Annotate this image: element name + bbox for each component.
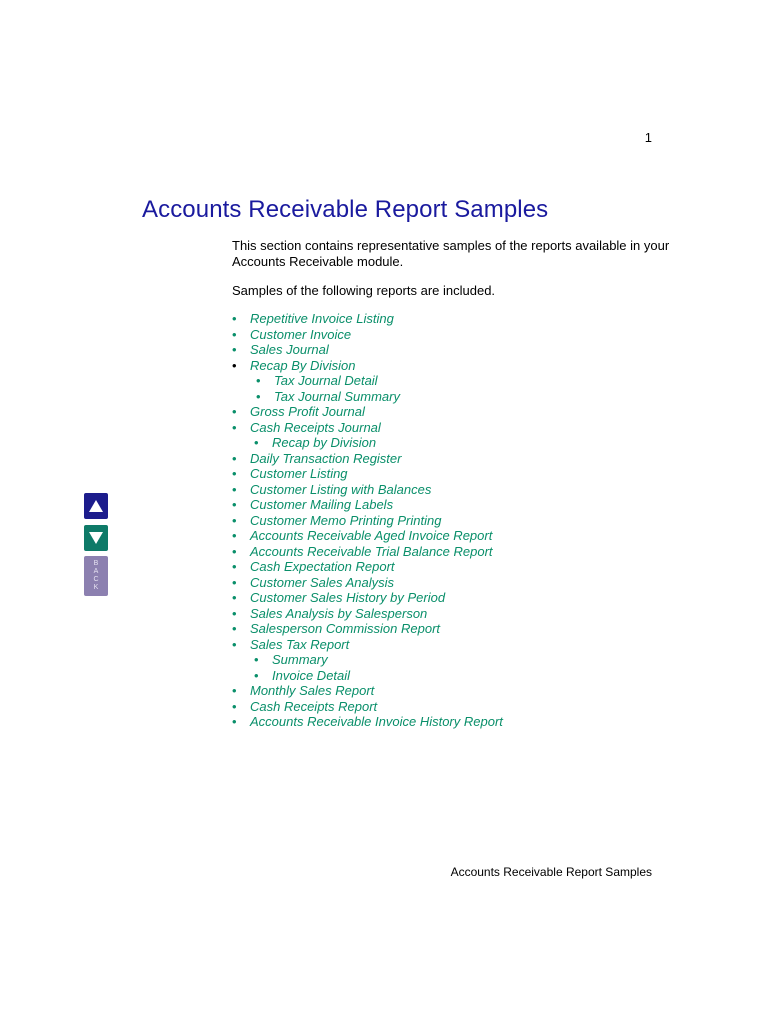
report-link[interactable]: Customer Memo Printing Printing bbox=[250, 512, 442, 528]
report-list-item bbox=[232, 373, 503, 389]
report-link[interactable]: Customer Listing with Balances bbox=[250, 481, 432, 497]
page-footer: Accounts Receivable Report Samples bbox=[450, 865, 652, 879]
report-link[interactable]: Customer Sales Analysis bbox=[250, 574, 395, 590]
report-list-item bbox=[232, 389, 503, 405]
report-link[interactable]: Cash Expectation Report bbox=[250, 559, 395, 574]
report-list-item bbox=[232, 451, 503, 467]
bullet-icon: • bbox=[232, 636, 237, 652]
report-list-item bbox=[232, 513, 503, 529]
previous-page-button[interactable] bbox=[84, 493, 108, 519]
report-list-item bbox=[232, 621, 503, 637]
report-link[interactable]: Sales Analysis by Salesperson bbox=[250, 605, 428, 621]
report-list-item bbox=[232, 683, 503, 699]
report-list-item bbox=[232, 466, 503, 482]
report-list-item bbox=[232, 544, 503, 560]
bullet-icon: • bbox=[232, 512, 237, 528]
report-link[interactable]: Invoice Detail bbox=[272, 667, 351, 683]
report-link[interactable]: Accounts Receivable Aged Invoice Report bbox=[250, 528, 493, 543]
bullet-icon: • bbox=[254, 652, 259, 667]
arrow-up-icon bbox=[89, 500, 103, 512]
report-list-item bbox=[232, 358, 503, 374]
report-link[interactable]: Cash Receipts Journal bbox=[250, 419, 381, 435]
report-link[interactable]: Recap By Division bbox=[250, 357, 356, 373]
bullet-icon: • bbox=[232, 326, 237, 342]
report-list-item bbox=[232, 714, 503, 730]
report-list-item bbox=[232, 497, 503, 513]
report-list-item bbox=[232, 435, 503, 451]
report-link[interactable]: Monthly Sales Report bbox=[250, 683, 375, 698]
report-link[interactable]: Repetitive Invoice Listing bbox=[250, 311, 394, 326]
back-button-label: B A C K bbox=[93, 560, 99, 591]
report-list-item bbox=[232, 404, 503, 420]
report-list-item bbox=[232, 575, 503, 591]
report-list-item bbox=[232, 637, 503, 653]
next-page-button[interactable] bbox=[84, 525, 108, 551]
bullet-icon: • bbox=[232, 481, 237, 497]
bullet-icon: • bbox=[232, 466, 237, 481]
report-link[interactable]: Tax Journal Detail bbox=[274, 373, 378, 388]
intro-paragraph: This section contains representative samples of the reports available in your Accounts Receivable module. bbox=[232, 238, 670, 269]
reports-lead-text: Samples of the following reports are included. bbox=[232, 283, 496, 298]
bullet-icon: • bbox=[256, 388, 261, 404]
page-title: Accounts Receivable Report Samples bbox=[142, 196, 549, 223]
report-list-item bbox=[232, 327, 503, 343]
bullet-icon: • bbox=[256, 373, 261, 388]
report-link[interactable]: Customer Sales History by Period bbox=[250, 590, 446, 605]
bullet-icon: • bbox=[232, 621, 237, 636]
page-number: 1 bbox=[644, 130, 652, 145]
bullet-icon: • bbox=[254, 435, 259, 450]
report-list-item bbox=[232, 652, 503, 668]
bullet-icon: • bbox=[232, 497, 237, 512]
report-list-item bbox=[232, 699, 503, 715]
report-link[interactable]: Sales Tax Report bbox=[250, 636, 350, 652]
report-list-item bbox=[232, 590, 503, 606]
report-link[interactable]: Customer Listing bbox=[250, 466, 348, 481]
report-link[interactable]: Daily Transaction Register bbox=[250, 450, 402, 466]
bullet-icon: • bbox=[232, 404, 237, 419]
report-list-item bbox=[232, 668, 503, 684]
report-link[interactable]: Gross Profit Journal bbox=[250, 404, 365, 419]
report-link[interactable]: Accounts Receivable Trial Balance Report bbox=[250, 543, 493, 559]
bullet-icon: • bbox=[232, 714, 237, 729]
bullet-icon: • bbox=[232, 342, 237, 357]
report-link[interactable]: Sales Journal bbox=[250, 342, 329, 357]
back-button[interactable] bbox=[84, 556, 108, 596]
bullet-icon: • bbox=[232, 574, 237, 590]
bullet-icon: • bbox=[232, 698, 237, 714]
bullet-icon: • bbox=[232, 590, 237, 605]
bullet-icon: • bbox=[232, 450, 237, 466]
report-link[interactable]: Customer Invoice bbox=[250, 326, 352, 342]
bullet-icon: • bbox=[232, 357, 237, 373]
report-link[interactable]: Accounts Receivable Invoice History Report bbox=[250, 714, 503, 729]
report-link[interactable]: Recap by Division bbox=[272, 435, 377, 450]
report-list-item bbox=[232, 342, 503, 358]
report-list-item bbox=[232, 606, 503, 622]
bullet-icon: • bbox=[232, 559, 237, 574]
report-list-item bbox=[232, 482, 503, 498]
report-link[interactable]: Salesperson Commission Report bbox=[250, 621, 441, 636]
arrow-down-icon bbox=[89, 532, 103, 544]
bullet-icon: • bbox=[232, 683, 237, 698]
report-link[interactable]: Cash Receipts Report bbox=[250, 698, 378, 714]
report-list-item bbox=[232, 528, 503, 544]
bullet-icon: • bbox=[254, 667, 259, 683]
report-list-item bbox=[232, 420, 503, 436]
report-link[interactable]: Customer Mailing Labels bbox=[250, 497, 394, 512]
bullet-icon: • bbox=[232, 605, 237, 621]
report-list-item bbox=[232, 311, 503, 327]
bullet-icon: • bbox=[232, 528, 237, 543]
bullet-icon: • bbox=[232, 311, 237, 326]
report-list-item bbox=[232, 559, 503, 575]
bullet-icon: • bbox=[232, 419, 237, 435]
report-link[interactable]: Tax Journal Summary bbox=[274, 388, 400, 404]
bullet-icon: • bbox=[232, 543, 237, 559]
report-link[interactable]: Summary bbox=[272, 652, 328, 667]
report-list bbox=[232, 311, 503, 730]
